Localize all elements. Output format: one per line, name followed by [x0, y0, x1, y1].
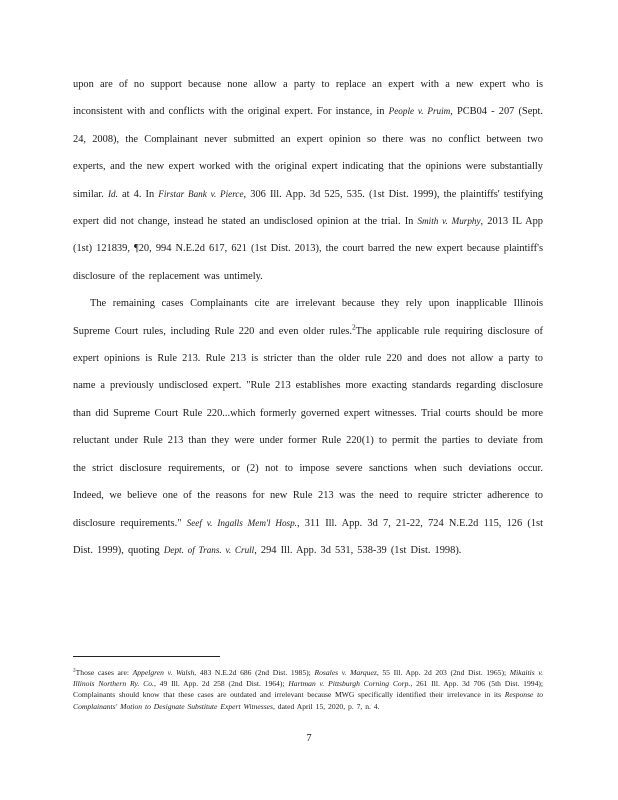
text-segment: The applicable rule requiring disclosure of expert opinions is Rule 213. Rule 213 is stricter than the older rule 220 and does not allow a party to name a previously undisclosed expert. "Rule 213 establishes more exacting standards regarding disclosure than did Supreme Court Rule 220...which formerly governed expert witnesses. Trial courts should be more reluctant under Rule 213 than they were under former Rule 220(1) to permit the parties to deviate from the strict disclosure requirements, or (2) not to impose severe sanctions when such deviations occur. Indeed, we believe one of the reasons for new Rule 213 was the need to require stricter adherence to disclosure requirements.": [73, 325, 544, 529]
document-body: [73, 71, 543, 564]
text-segment: , 294 Ill. App. 3d 531, 538-39 (1st Dist. 1998).: [254, 544, 462, 556]
text-segment: at 4. In: [122, 188, 155, 200]
case-citation: People v. Pruim: [388, 106, 451, 117]
text-segment: , PCB04 - 207 (Sept. 24, 2008), the Complainant never submitted an expert opinion so there was no conflict between two experts, and the new expert worked with the original expert indicating that the opinions were substantially similar.: [73, 106, 544, 200]
case-citation: Rosales v. Marquez: [314, 668, 377, 677]
case-citation: Smith v. Murphy: [417, 216, 481, 227]
footnote-divider: [73, 656, 220, 657]
case-citation: Appelgren v. Walsh: [132, 668, 195, 677]
paragraph-2: [73, 290, 543, 564]
text-segment: , 483 N.E.2d 686 (2nd Dist. 1985);: [194, 668, 311, 677]
case-citation: Mikaitis v. Illinois Northern Ry. Co.: [73, 668, 544, 689]
footnote-marker: 2: [73, 667, 76, 674]
paragraph-1: [73, 71, 543, 290]
text-segment: , 311 Ill. App. 3d 7, 21-22, 724 N.E.2d 115, 126 (1st Dist. 1999), quoting: [73, 517, 543, 556]
document-title: Response to Complainants' Motion to Designate Substitute Expert Witnesses: [73, 690, 543, 711]
text-segment: , 306 Ill. App. 3d 525, 535. (1st Dist. 1999), the plaintiffs' testifying expert did not change, instead he stated an undisclosed opinion at the trial. In: [73, 188, 543, 228]
text-segment: , 2013 IL App (1st) 121839, ¶20, 994 N.E.2d 617, 621 (1st Dist. 2013), the court barred the new expert because plaintiff's disclosure of the replacement was untimely.: [73, 216, 544, 282]
text-segment: , 261 Ill. App. 3d 706 (5th Dist. 1994); Complainants should know that these cases are outdated and irrelevant because MWG specifically identified their irrelevance in its: [73, 679, 543, 700]
case-citation: Hartman v. Pittsburgh Corning Corp.: [288, 679, 411, 689]
page-number: 7: [306, 733, 312, 744]
text-segment: , 55 Ill. App. 2d 203 (2nd Dist. 1965);: [376, 668, 507, 677]
text-segment: upon are of no support because none allow a party to replace an expert with a new expert who is inconsistent with and conflicts with the original expert. For instance, in: [73, 79, 543, 118]
footnote-reference[interactable]: 2: [351, 323, 356, 332]
text-segment: , dated April 15, 2020, p. 7, n. 4.: [273, 701, 380, 711]
text-segment: The remaining cases Complainants cite are irrelevant because they rely upon inapplicable Illinois Supreme Court rules, including Rule 220 and even older rules.: [73, 298, 543, 337]
case-citation: Firstar Bank v. Pierce: [158, 188, 244, 199]
text-segment: Those cases are:: [75, 668, 129, 677]
id-citation: Id.: [108, 188, 118, 199]
case-citation: Dept. of Trans. v. Crull: [163, 544, 255, 555]
case-citation: Seef v. Ingalls Mem'l Hosp.: [186, 517, 297, 528]
footnote-2: [73, 667, 543, 712]
text-segment: , 49 Ill. App. 2d 258 (2nd Dist. 1964);: [153, 679, 285, 689]
